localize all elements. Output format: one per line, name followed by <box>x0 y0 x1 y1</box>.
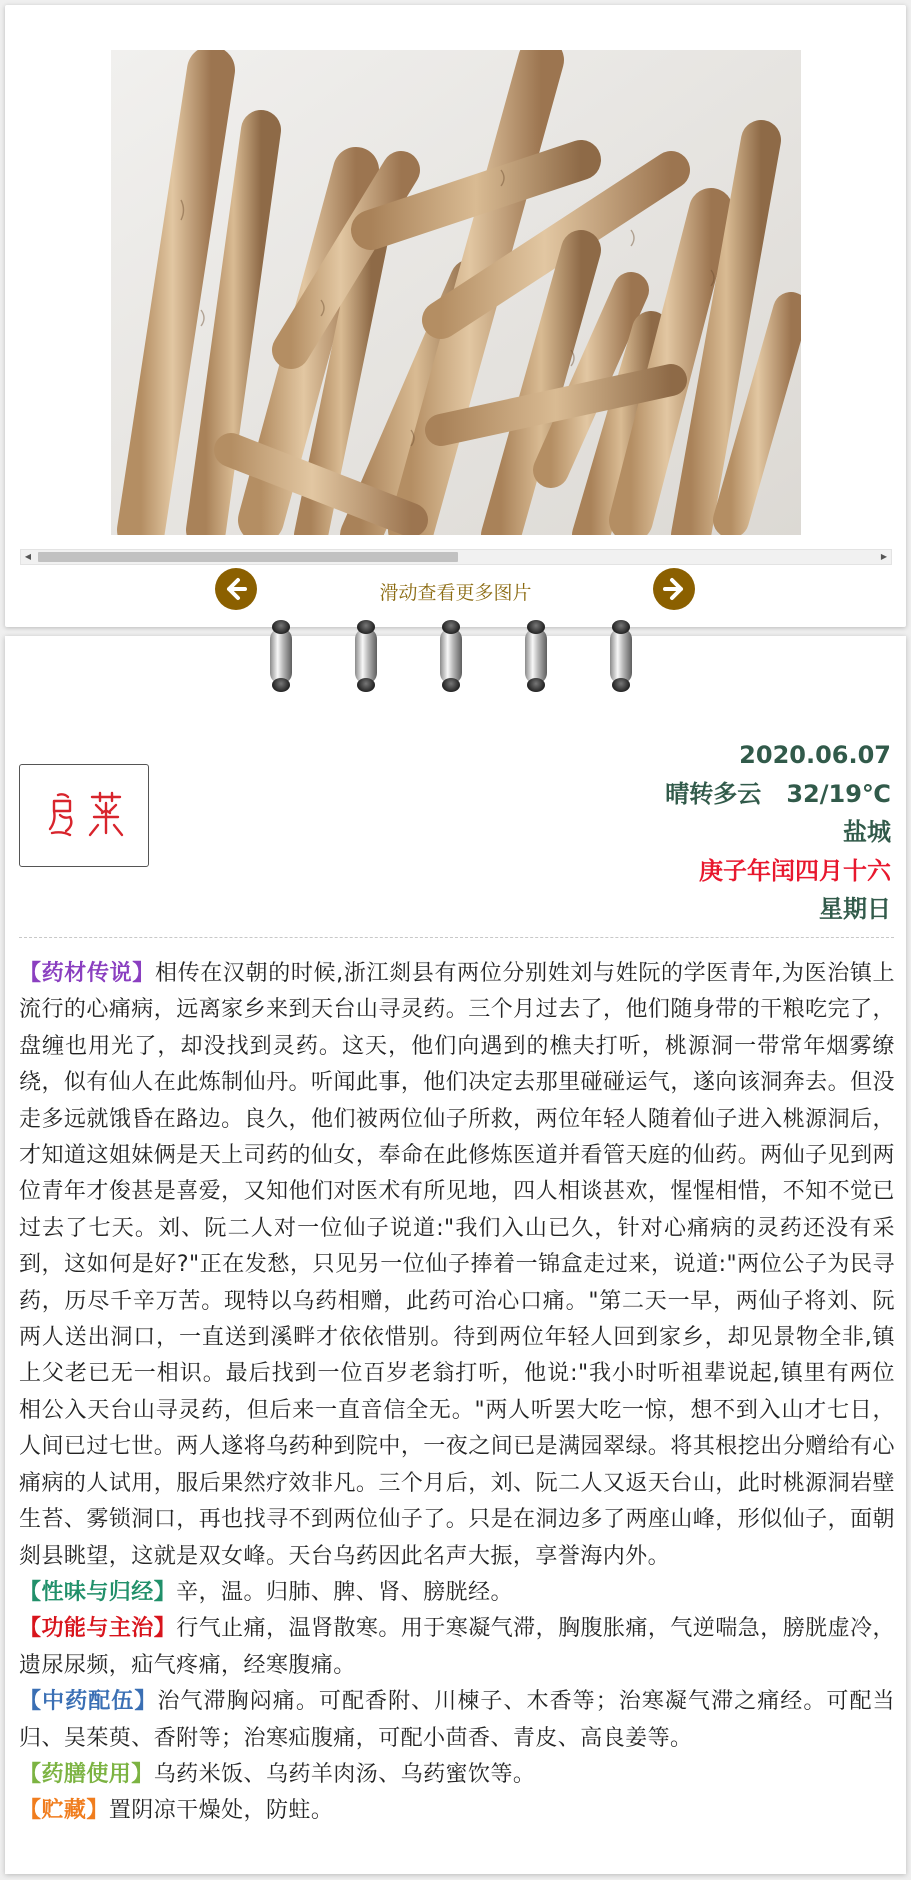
section-label: 【功能与主治】 <box>19 1616 177 1642</box>
lunar-date: 庚子年闰四月十六 <box>699 856 891 885</box>
binder-ring-icon <box>523 620 549 692</box>
section-diet <box>19 1757 895 1793</box>
binder-ring-icon <box>268 620 294 692</box>
daily-info <box>665 736 891 929</box>
next-image-button[interactable] <box>653 568 695 610</box>
gallery-hint: 滑动查看更多图片 <box>379 582 532 604</box>
section-label: 【中药配伍】 <box>19 1689 158 1715</box>
arrow-right-icon <box>653 587 695 617</box>
section-text: 行气止痛，温肾散寒。用于寒凝气滞，胸腹胀痛，气逆喘急，膀胱虚冷，遗尿尿频，疝气疼痛，经寒腹痛。 <box>19 1616 895 1678</box>
section-storage <box>19 1793 895 1829</box>
scroll-left-icon[interactable]: ◀ <box>24 552 32 561</box>
binder-ring-icon <box>353 620 379 692</box>
gallery-scrollbar[interactable] <box>20 549 892 565</box>
herb-photo <box>111 50 801 535</box>
section-label: 【贮藏】 <box>19 1798 109 1824</box>
section-label: 【药膳使用】 <box>19 1761 154 1787</box>
herb-photo-illustration <box>111 50 801 535</box>
scrollbar-thumb[interactable] <box>38 552 458 562</box>
binder-ring-icon <box>608 620 634 692</box>
section-text: 治气滞胸闷痛。可配香附、川楝子、木香等；治寒凝气滞之痛经。可配当归、吴茱萸、香附等；治寒疝腹痛，可配小茴香、青皮、高良姜等。 <box>19 1689 896 1751</box>
section-label: 【药材传说】 <box>19 961 155 986</box>
content-card <box>5 636 906 1874</box>
herb-article <box>19 956 895 1830</box>
seal-calligraphy-icon <box>46 791 124 841</box>
section-text: 乌药米饭、乌药羊肉汤、乌药蜜饮等。 <box>153 1761 536 1787</box>
date: 2020.06.07 <box>739 741 891 769</box>
weather: 晴转多云 32/19℃ <box>665 779 891 808</box>
divider <box>19 937 894 938</box>
binder-ring-icon <box>438 620 464 692</box>
gallery-card <box>5 5 906 627</box>
gallery-nav <box>5 565 906 615</box>
scroll-right-icon[interactable]: ▶ <box>880 552 888 561</box>
herb-seal <box>19 764 149 867</box>
city: 盐城 <box>843 818 891 846</box>
section-nature <box>19 1575 895 1611</box>
section-function <box>19 1611 895 1684</box>
weekday: 星期日 <box>819 895 891 923</box>
section-text: 相传在汉朝的时候,浙江剡县有两位分别姓刘与姓阮的学医青年,为医治镇上流行的心痛病，远离家乡来到天台山寻灵药。三个月过去了，他们随身带的干粮吃完了，盘缠也用光了，却没找到灵药。这天，他们向遇到的樵夫打听，桃源洞一带常年烟雾缭绕，似有仙人在此炼制仙丹。听闻此事，他们决定去那里碰碰运气，遂向该洞奔去。但没走多远就饿昏在路边。良久，他们被两位仙子所救，两位年轻人随着仙子进入桃源洞后，才知道这姐妹俩是天上司药的仙女，奉命在此修炼医道并看管天庭的仙药。两仙子见到两位青年才俊甚是喜爱，又知他们对医术有所见地，四人相谈甚欢，惺惺相惜，不知不觉已过去了七天。刘、阮二人对一位仙子说道:"我们入山已久，针对心痛病的灵药还没有采到，这如何是好?"正在发愁，只见另一位仙子捧着一锦盒走过来，说道:"两位公子为民寻药，历尽千辛万苦。现特以乌药相赠，此药可治心口痛。"第二天一早，两仙子将刘、阮两人送出洞口，一直送到溪畔才依依惜别。待到两位年轻人回到家乡，却见景物全非,镇上父老已无一相识。最后找到一位百岁老翁打听，他说:"我小时听祖辈说起,镇里有两位相公入天台山寻灵药，但后来一直音信全无。"两人听罢大吃一惊，想不到入山才七日，人间已过七世。两人遂将乌药种到院中，一夜之间已是满园翠绿。将其根挖出分赠给有心痛病的人试用，服后果然疗效非凡。三个月后，刘、阮二人又返天台山，此时桃源洞岩壁生苔、雾锁洞口，再也找寻不到两位仙子了。只是在洞边多了两座山峰，形似仙子，面朝剡县眺望，这就是双女峰。天台乌药因此名声大振，享誉海内外。 <box>19 961 895 1569</box>
section-text: 置阴凉干燥处，防蛀。 <box>108 1798 334 1824</box>
section-text: 辛，温。归肺、脾、肾、膀胱经。 <box>176 1579 513 1605</box>
section-legend <box>19 956 895 1575</box>
section-label: 【性味与归经】 <box>19 1579 177 1605</box>
section-combination <box>19 1684 895 1757</box>
